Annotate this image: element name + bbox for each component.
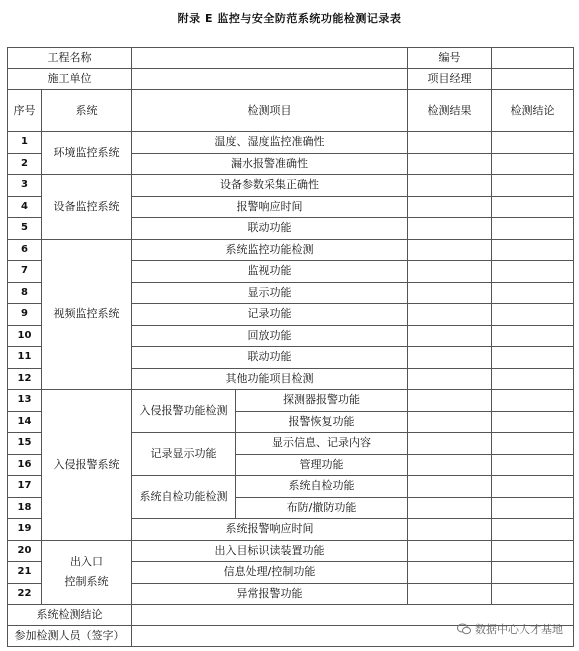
result-cell[interactable] — [408, 304, 492, 326]
conclusion-cell[interactable] — [492, 454, 574, 476]
conclusion-cell[interactable] — [492, 519, 574, 541]
row-number: 12 — [8, 368, 42, 390]
item-cell: 异常报警功能 — [132, 583, 408, 605]
number-label: 编号 — [408, 48, 492, 69]
system-access-line1: 出入口 — [70, 555, 103, 569]
result-cell[interactable] — [408, 153, 492, 175]
item-header: 检测项目 — [132, 90, 408, 132]
item-cell: 联动功能 — [132, 218, 408, 240]
result-cell[interactable] — [408, 239, 492, 261]
item-cell: 系统监控功能检测 — [132, 239, 408, 261]
result-cell[interactable] — [408, 347, 492, 369]
system-conclusion-label: 系统检测结论 — [8, 605, 132, 626]
result-cell[interactable] — [408, 175, 492, 197]
seq-header: 序号 — [8, 90, 42, 132]
conclusion-cell[interactable] — [492, 476, 574, 498]
subgroup-record-display: 记录显示功能 — [132, 433, 236, 476]
row-number: 10 — [8, 325, 42, 347]
table-row — [8, 239, 574, 261]
row-number: 6 — [8, 239, 42, 261]
item-cell: 报警恢复功能 — [236, 411, 408, 433]
item-cell: 信息处理/控制功能 — [132, 562, 408, 584]
result-cell[interactable] — [408, 218, 492, 240]
conclusion-cell[interactable] — [492, 497, 574, 519]
participants-label: 参加检测人员（签字） — [8, 626, 132, 647]
result-cell[interactable] — [408, 519, 492, 541]
result-cell[interactable] — [408, 132, 492, 154]
item-cell: 回放功能 — [132, 325, 408, 347]
conclusion-cell[interactable] — [492, 583, 574, 605]
row-number: 17 — [8, 476, 42, 498]
item-cell: 其他功能项目检测 — [132, 368, 408, 390]
number-value[interactable] — [492, 48, 574, 69]
row-number: 18 — [8, 497, 42, 519]
result-cell[interactable] — [408, 497, 492, 519]
system-intrusion: 入侵报警系统 — [42, 390, 132, 541]
conclusion-cell[interactable] — [492, 325, 574, 347]
conclusion-cell[interactable] — [492, 411, 574, 433]
item-cell: 漏水报警准确性 — [132, 153, 408, 175]
conclusion-cell[interactable] — [492, 196, 574, 218]
item-cell: 出入目标识读装置功能 — [132, 540, 408, 562]
item-cell: 报警响应时间 — [132, 196, 408, 218]
item-cell: 管理功能 — [236, 454, 408, 476]
result-header: 检测结果 — [408, 90, 492, 132]
conclusion-cell[interactable] — [492, 175, 574, 197]
table-row — [8, 175, 574, 197]
row-number: 3 — [8, 175, 42, 197]
conclusion-cell[interactable] — [492, 239, 574, 261]
conclusion-header: 检测结论 — [492, 90, 574, 132]
result-cell[interactable] — [408, 196, 492, 218]
conclusion-cell[interactable] — [492, 433, 574, 455]
row-number: 13 — [8, 390, 42, 412]
conclusion-cell[interactable] — [492, 562, 574, 584]
system-video: 视频监控系统 — [42, 239, 132, 390]
row-number: 1 — [8, 132, 42, 154]
system-access — [42, 540, 132, 605]
row-number: 22 — [8, 583, 42, 605]
result-cell[interactable] — [408, 540, 492, 562]
item-cell: 布防/撤防功能 — [236, 497, 408, 519]
result-cell[interactable] — [408, 433, 492, 455]
result-cell[interactable] — [408, 368, 492, 390]
row-project-name — [8, 48, 574, 69]
table-row — [8, 132, 574, 154]
subgroup-self-check: 系统自检功能检测 — [132, 476, 236, 519]
table-row — [8, 540, 574, 562]
result-cell[interactable] — [408, 454, 492, 476]
construction-unit-value[interactable] — [132, 69, 408, 90]
subgroup-alarm-func: 入侵报警功能检测 — [132, 390, 236, 433]
result-cell[interactable] — [408, 261, 492, 283]
item-cell: 联动功能 — [132, 347, 408, 369]
result-cell[interactable] — [408, 282, 492, 304]
conclusion-cell[interactable] — [492, 368, 574, 390]
item-cell: 显示信息、记录内容 — [236, 433, 408, 455]
row-number: 14 — [8, 411, 42, 433]
row-number: 2 — [8, 153, 42, 175]
project-manager-value[interactable] — [492, 69, 574, 90]
project-name-value[interactable] — [132, 48, 408, 69]
result-cell[interactable] — [408, 325, 492, 347]
page-title: 附录 E 监控与安全防范系统功能检测记录表 — [177, 12, 402, 25]
conclusion-cell[interactable] — [492, 218, 574, 240]
conclusion-cell[interactable] — [492, 390, 574, 412]
row-number: 9 — [8, 304, 42, 326]
item-cell: 记录功能 — [132, 304, 408, 326]
conclusion-cell[interactable] — [492, 282, 574, 304]
item-cell: 显示功能 — [132, 282, 408, 304]
item-cell: 探测器报警功能 — [236, 390, 408, 412]
system-header: 系统 — [42, 90, 132, 132]
system-equip: 设备监控系统 — [42, 175, 132, 240]
conclusion-cell[interactable] — [492, 153, 574, 175]
conclusion-cell[interactable] — [492, 304, 574, 326]
conclusion-cell[interactable] — [492, 132, 574, 154]
system-access-line2: 控制系统 — [64, 575, 109, 589]
table-row — [8, 390, 574, 412]
row-number: 4 — [8, 196, 42, 218]
result-cell[interactable] — [408, 390, 492, 412]
item-cell: 系统报警响应时间 — [132, 519, 408, 541]
column-header-row — [8, 90, 574, 132]
watermark-text: 数据中心人才基地 — [475, 623, 563, 636]
item-cell: 温度、湿度监控准确性 — [132, 132, 408, 154]
conclusion-cell[interactable] — [492, 540, 574, 562]
row-number: 11 — [8, 347, 42, 369]
row-number: 19 — [8, 519, 42, 541]
result-cell[interactable] — [408, 476, 492, 498]
row-number: 7 — [8, 261, 42, 283]
item-cell: 系统自检功能 — [236, 476, 408, 498]
row-construction-unit — [8, 69, 574, 90]
row-number: 15 — [8, 433, 42, 455]
result-cell[interactable] — [408, 411, 492, 433]
row-number: 8 — [8, 282, 42, 304]
chat-bubble-icon — [457, 623, 471, 635]
row-number: 20 — [8, 540, 42, 562]
project-manager-label: 项目经理 — [408, 69, 492, 90]
row-number: 16 — [8, 454, 42, 476]
conclusion-cell[interactable] — [492, 261, 574, 283]
row-number: 21 — [8, 562, 42, 584]
result-cell[interactable] — [408, 562, 492, 584]
item-cell: 监视功能 — [132, 261, 408, 283]
inspection-table — [7, 47, 574, 647]
result-cell[interactable] — [408, 583, 492, 605]
project-name-label: 工程名称 — [8, 48, 132, 69]
watermark — [457, 621, 563, 637]
construction-unit-label: 施工单位 — [8, 69, 132, 90]
conclusion-cell[interactable] — [492, 347, 574, 369]
system-env: 环境监控系统 — [42, 132, 132, 175]
row-number: 5 — [8, 218, 42, 240]
item-cell: 设备参数采集正确性 — [132, 175, 408, 197]
